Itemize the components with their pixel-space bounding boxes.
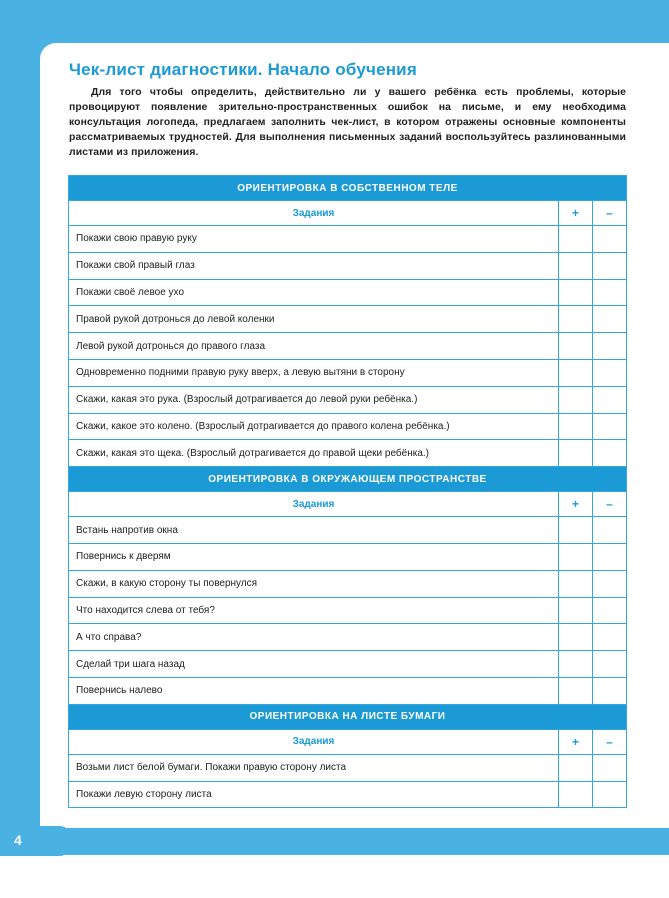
minus-checkbox-cell[interactable] (593, 413, 627, 440)
plus-checkbox-cell[interactable] (559, 754, 593, 781)
task-text: Покажи своё левое ухо (69, 279, 559, 306)
minus-column-header: – (593, 492, 627, 517)
table-row (69, 781, 627, 808)
tasks-column-header: Задания (69, 492, 559, 517)
minus-checkbox-cell[interactable] (593, 597, 627, 624)
table-row (69, 413, 627, 440)
plus-checkbox-cell[interactable] (559, 570, 593, 597)
minus-checkbox-cell[interactable] (593, 306, 627, 333)
task-text: Повернись налево (69, 677, 559, 704)
plus-checkbox-cell[interactable] (559, 543, 593, 570)
task-text: Что находится слева от тебя? (69, 597, 559, 624)
minus-checkbox-cell[interactable] (593, 359, 627, 386)
table-row (69, 306, 627, 333)
minus-checkbox-cell[interactable] (593, 651, 627, 678)
task-text: А что справа? (69, 624, 559, 651)
task-text: Покажи левую сторону листа (69, 781, 559, 808)
task-text: Правой рукой дотронься до левой коленки (69, 306, 559, 333)
table-row (69, 677, 627, 704)
section-title: ОРИЕНТИРОВКА НА ЛИСТЕ БУМАГИ (69, 704, 627, 729)
table-row (69, 597, 627, 624)
intro-paragraph: Для того чтобы определить, действительно ли у вашего ребёнка есть проблемы, которые провоцируют появление зрительно-пространственных ошибок на письме, и ему необходима консультация логопеда, предлагаем заполнить чек-лист, в котором отражены основные компоненты рассматриваемых трудностей. Для выполнения письменных заданий воспользуйтесь разлинованными листами из приложения. (69, 87, 626, 158)
minus-checkbox-cell[interactable] (593, 279, 627, 306)
checklist-table (68, 175, 627, 808)
minus-column-header: – (593, 729, 627, 754)
task-text: Одновременно подними правую руку вверх, а левую вытяни в сторону (69, 359, 559, 386)
column-header-row (69, 201, 627, 226)
plus-checkbox-cell[interactable] (559, 677, 593, 704)
column-header-row (69, 729, 627, 754)
plus-column-header: + (559, 729, 593, 754)
section-title: ОРИЕНТИРОВКА В СОБСТВЕННОМ ТЕЛЕ (69, 176, 627, 201)
page-title: Чек-лист диагностики. Начало обучения (69, 60, 417, 79)
task-text: Скажи, какая это рука. (Взрослый дотрагивается до левой руки ребёнка.) (69, 386, 559, 413)
plus-checkbox-cell[interactable] (559, 386, 593, 413)
table-row (69, 624, 627, 651)
task-text: Скажи, какая это щека. (Взрослый дотрагивается до правой щеки ребёнка.) (69, 440, 559, 467)
task-text: Встань напротив окна (69, 517, 559, 544)
table-row (69, 754, 627, 781)
plus-checkbox-cell[interactable] (559, 597, 593, 624)
plus-column-header: + (559, 201, 593, 226)
section-header (69, 467, 627, 492)
section-header (69, 704, 627, 729)
section-header (69, 176, 627, 201)
minus-checkbox-cell[interactable] (593, 252, 627, 279)
dotted-footer-line (82, 840, 669, 842)
plus-checkbox-cell[interactable] (559, 440, 593, 467)
table-row (69, 517, 627, 544)
plus-checkbox-cell[interactable] (559, 359, 593, 386)
minus-checkbox-cell[interactable] (593, 517, 627, 544)
task-text: Скажи, какое это колено. (Взрослый дотрагивается до правого колена ребёнка.) (69, 413, 559, 440)
page-number-tab (0, 826, 74, 856)
column-header-row (69, 492, 627, 517)
plus-checkbox-cell[interactable] (559, 306, 593, 333)
minus-checkbox-cell[interactable] (593, 226, 627, 253)
table-row (69, 386, 627, 413)
plus-column-header: + (559, 492, 593, 517)
plus-checkbox-cell[interactable] (559, 226, 593, 253)
minus-checkbox-cell[interactable] (593, 754, 627, 781)
page-number: 4 (14, 832, 22, 848)
plus-checkbox-cell[interactable] (559, 624, 593, 651)
minus-checkbox-cell[interactable] (593, 677, 627, 704)
minus-checkbox-cell[interactable] (593, 781, 627, 808)
minus-checkbox-cell[interactable] (593, 624, 627, 651)
minus-checkbox-cell[interactable] (593, 543, 627, 570)
table-row (69, 279, 627, 306)
task-text: Повернись к дверям (69, 543, 559, 570)
table-row (69, 252, 627, 279)
minus-checkbox-cell[interactable] (593, 386, 627, 413)
plus-checkbox-cell[interactable] (559, 252, 593, 279)
minus-column-header: – (593, 201, 627, 226)
task-text: Покажи свой правый глаз (69, 252, 559, 279)
task-text: Покажи свою правую руку (69, 226, 559, 253)
minus-checkbox-cell[interactable] (593, 333, 627, 360)
plus-checkbox-cell[interactable] (559, 279, 593, 306)
table-row (69, 333, 627, 360)
plus-checkbox-cell[interactable] (559, 651, 593, 678)
plus-checkbox-cell[interactable] (559, 517, 593, 544)
table-row (69, 651, 627, 678)
task-text: Скажи, в какую сторону ты повернулся (69, 570, 559, 597)
plus-checkbox-cell[interactable] (559, 781, 593, 808)
minus-checkbox-cell[interactable] (593, 440, 627, 467)
plus-checkbox-cell[interactable] (559, 333, 593, 360)
table-row (69, 359, 627, 386)
task-text: Левой рукой дотронься до правого глаза (69, 333, 559, 360)
tasks-column-header: Задания (69, 201, 559, 226)
plus-checkbox-cell[interactable] (559, 413, 593, 440)
table-row (69, 543, 627, 570)
task-text: Возьми лист белой бумаги. Покажи правую сторону листа (69, 754, 559, 781)
table-row (69, 570, 627, 597)
checklist-body (69, 176, 627, 808)
minus-checkbox-cell[interactable] (593, 570, 627, 597)
table-row (69, 226, 627, 253)
table-row (69, 440, 627, 467)
tasks-column-header: Задания (69, 729, 559, 754)
task-text: Сделай три шага назад (69, 651, 559, 678)
section-title: ОРИЕНТИРОВКА В ОКРУЖАЮЩЕМ ПРОСТРАНСТВЕ (69, 467, 627, 492)
